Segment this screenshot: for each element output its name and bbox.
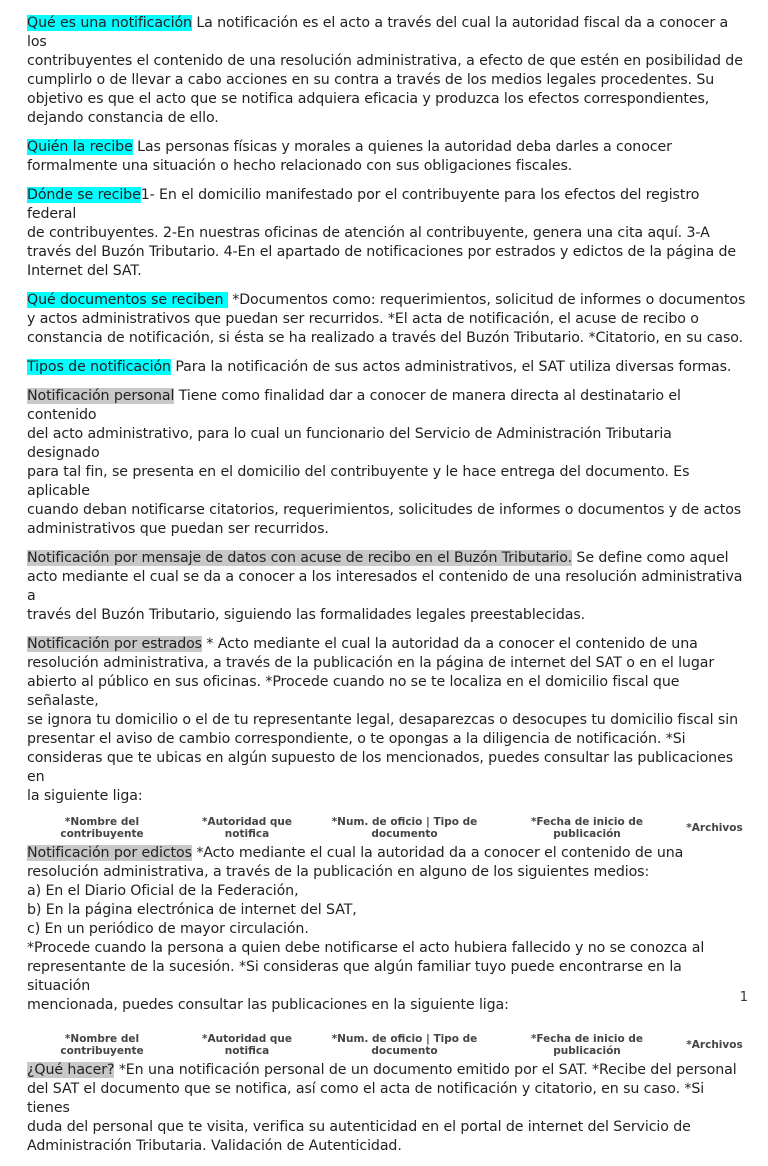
column-header-nombre: *Nombre del contribuyente [60, 816, 144, 840]
heading-que-es: Qué es una notificación [27, 15, 192, 31]
text-line: resolución administrativa, a través de la publicación en alguno de los siguientes medios: [27, 864, 650, 880]
text-line: dejando constancia de ello. [27, 110, 219, 126]
text-line: 1- En el domicilio manifestado por el contribuyente para los efectos del registro federal [27, 187, 700, 222]
heading-tipos: Tipos de notificación [27, 359, 171, 375]
text-line: resolución administrativa, a través de la publicación en la página de internet del SAT o en el lugar [27, 655, 715, 671]
column-header-autoridad: *Autoridad que notifica [202, 816, 292, 840]
column-header-archivos: *Archivos [686, 1039, 743, 1051]
text-line: objetivo es que el acto que se notifica adquiera eficacia y produzca los efectos correspondientes, [27, 91, 710, 107]
text-line: cuando deban notificarse citatorios, requerimientos, solicitudes de informes o documentos y de actos [27, 502, 742, 518]
text-line: presentar el aviso de cambio correspondiente, o te opongas a la diligencia de notificación. *Si [27, 731, 686, 747]
text-line: cumplirlo o de llevar a cabo acciones en su contra a través de los medios legales procedentes. Su [27, 72, 715, 88]
text-line: *En una notificación personal de un documento emitido por el SAT. *Recibe del personal [114, 1062, 737, 1078]
text-line: del acto administrativo, para lo cual un funcionario del Servicio de Administración Tributaria designado [27, 426, 672, 461]
column-header-archivos: *Archivos [686, 822, 743, 834]
text-line: c) En un periódico de mayor circulación. [27, 921, 309, 937]
text-line: *Acto mediante el cual la autoridad da a conocer el contenido de una [191, 845, 684, 861]
text-line: Tiene como finalidad dar a conocer de manera directa al destinatario el contenido [27, 388, 681, 423]
text-line: abierto al público en sus oficinas. *Procede cuando no se te localiza en el domicilio fiscal que señalaste, [27, 674, 680, 709]
text-line: * Acto mediante el cual la autoridad da a conocer el contenido de una [201, 636, 698, 652]
section-personal [27, 387, 747, 539]
text-line: Se define como aquel [572, 550, 729, 566]
section-documentos [27, 291, 747, 348]
text-line: través del Buzón Tributario, siguiendo las formalidades legales preestablecidas. [27, 607, 586, 623]
text-line: *Documentos como: requerimientos, solicitud de informes o documentos [227, 292, 746, 308]
section-edictos [27, 844, 747, 1015]
text-line: del SAT el documento que se notifica, así como el acta de notificación y citatorio, en su caso. *Si tienes [27, 1081, 705, 1116]
text-line: administrativos que puedan ser recurridos. [27, 521, 329, 537]
heading-estrados: Notificación por estrados [27, 636, 202, 652]
text-line: La notificación es el acto a través del cual la autoridad fiscal da a conocer a los [27, 15, 729, 50]
text-line: para tal fin, se presenta en el domicilio del contribuyente y le hace entrega del documento. Es aplicable [27, 464, 690, 499]
heading-que-hacer: ¿Qué hacer? [27, 1062, 115, 1078]
text-line: se ignora tu domicilio o el de tu representante legal, desaparezcas o desocupes tu domicilio fiscal sin [27, 712, 738, 728]
section-que-es [27, 14, 747, 128]
column-header-autoridad: *Autoridad que notifica [202, 1033, 292, 1057]
publications-table-header-estrados [27, 816, 747, 844]
heading-buzon: Notificación por mensaje de datos con acuse de recibo en el Buzón Tributario. [27, 550, 572, 566]
section-quien [27, 138, 747, 176]
section-estrados [27, 635, 747, 806]
text-line: mencionada, puedes consultar las publicaciones en la siguiente liga: [27, 997, 509, 1013]
text-line: través del Buzón Tributario. 4-En el apartado de notificaciones por estrados y edictos de la página de [27, 244, 736, 260]
text-line: consideras que te ubicas en algún supuesto de los mencionados, puedes consultar las publicaciones en [27, 750, 733, 785]
text-line: la siguiente liga: [27, 788, 143, 804]
text-line: Las personas físicas y morales a quienes la autoridad deba darles a conocer [132, 139, 672, 155]
section-tipos [27, 358, 747, 377]
document-page [27, 14, 747, 1166]
text-line: *Procede cuando la persona a quien debe notificarse el acto hubiera fallecido y no se conozca al [27, 940, 705, 956]
section-buzon [27, 549, 747, 625]
heading-quien: Quién la recibe [27, 139, 133, 155]
text-line: Internet del SAT. [27, 263, 142, 279]
text-line: constancia de notificación, si ésta se ha realizado a través del Buzón Tributario. *Citatorio, en su caso. [27, 330, 744, 346]
text-line: duda del personal que te visita, verifica su autenticidad en el portal de internet del Servicio de [27, 1119, 691, 1135]
text-line: de contribuyentes. 2-En nuestras oficinas de atención al contribuyente, genera una cita aquí. 3-A [27, 225, 710, 241]
text-line: representante de la sucesión. *Si consideras que algún familiar tuyo puede encontrarse en la situación [27, 959, 682, 994]
section-donde [27, 186, 747, 281]
text-line: Para la notificación de sus actos administrativos, el SAT utiliza diversas formas. [170, 359, 732, 375]
heading-documentos: Qué documentos se reciben [27, 292, 228, 308]
text-line: Administración Tributaria. Validación de Autenticidad. [27, 1138, 402, 1154]
text-line: formalmente una situación o hecho relacionado con sus obligaciones fiscales. [27, 158, 573, 174]
publications-table-header-edictos [27, 1033, 747, 1061]
heading-donde: Dónde se recibe [27, 187, 141, 203]
column-header-nombre: *Nombre del contribuyente [60, 1033, 144, 1057]
heading-personal: Notificación personal [27, 388, 175, 404]
text-line: y actos administrativos que puedan ser recurridos. *El acta de notificación, el acuse de recibo o [27, 311, 699, 327]
column-header-oficio: *Num. de oficio | Tipo de documento [331, 1033, 478, 1057]
page-number: 1 [739, 990, 748, 1005]
column-header-fecha: *Fecha de inicio de publicación [530, 1033, 644, 1057]
section-que-hacer [27, 1061, 747, 1156]
text-line: contribuyentes el contenido de una resolución administrativa, a efecto de que estén en posibilidad de [27, 53, 743, 69]
text-line: b) En la página electrónica de internet del SAT, [27, 902, 357, 918]
text-line: acto mediante el cual se da a conocer a los interesados el contenido de una resolución administrativa a [27, 569, 743, 604]
column-header-fecha: *Fecha de inicio de publicación [530, 816, 644, 840]
column-header-oficio: *Num. de oficio | Tipo de documento [331, 816, 478, 840]
heading-edictos: Notificación por edictos [27, 845, 192, 861]
text-line: a) En el Diario Oficial de la Federación, [27, 883, 299, 899]
